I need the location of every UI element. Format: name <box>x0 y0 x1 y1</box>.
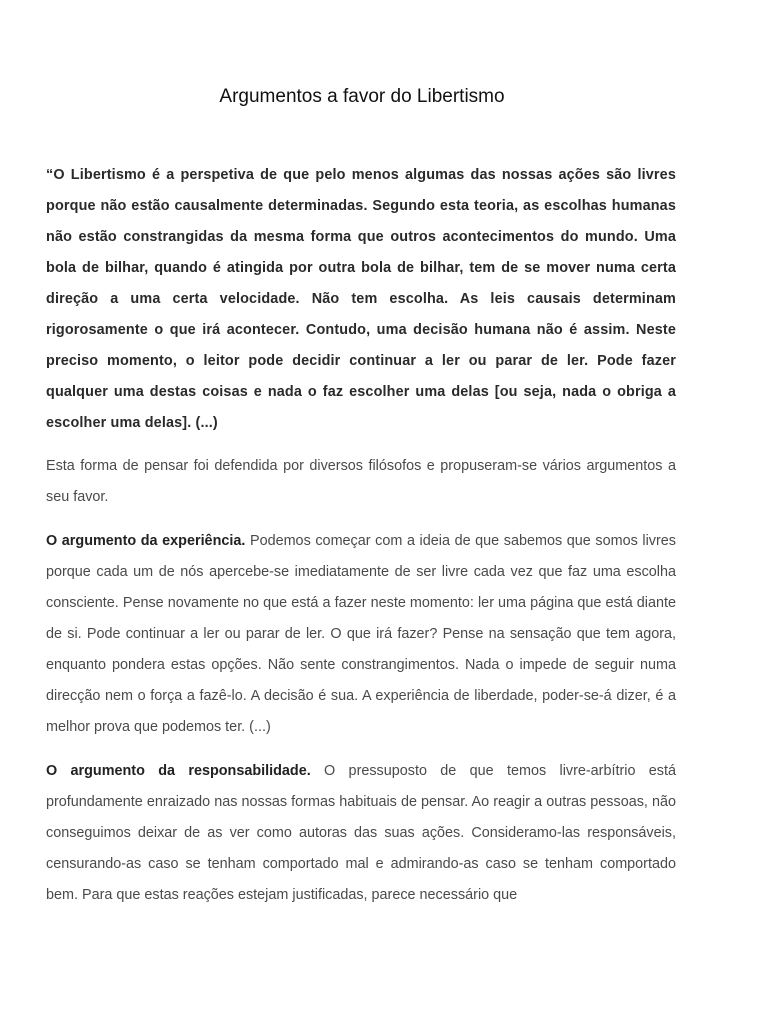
experience-argument-text: Podemos começar com a ideia de que sabemos que somos livres porque cada um de nós apercebe-se imediatamente de ser livre cada vez que faz uma escolha consciente. Pense novamente no que está a fazer neste momento: ler uma página que está diante de si. Pode continuar a ler ou parar de ler. O que irá fazer? Pense na sensação que tem agora, enquanto pondera estas opções. Não sente constrangimentos. Nada o impede de seguir numa direcção nem o força a fazê-lo. A decisão é sua. A experiência de liberdade, poder-se-á dizer, é a melhor prova que podemos ter. (...) <box>46 533 676 735</box>
experience-argument-paragraph <box>46 526 676 743</box>
experience-argument-heading: O argumento da experiência. <box>46 533 246 549</box>
responsibility-argument-paragraph <box>46 756 676 911</box>
page-title: Argumentos a favor do Libertismo <box>219 86 505 107</box>
quote-paragraph: “O Libertismo é a perspetiva de que pelo menos algumas das nossas ações são livres porque não estão causalmente determinadas. Segundo esta teoria, as escolhas humanas não estão constrangidas da mesma forma que outros acontecimentos do mundo. Uma bola de bilhar, quando é atingida por outra bola de bilhar, tem de se mover numa certa direção a uma certa velocidade. Não tem escolha. As leis causais determinam rigorosamente o que irá acontecer. Contudo, uma decisão humana não é assim. Neste preciso momento, o leitor pode decidir continuar a ler ou parar de ler. Pode fazer qualquer uma destas coisas e nada o faz escolher uma delas [ou seja, nada o obriga a escolher uma delas]. (...) <box>46 167 676 431</box>
responsibility-argument-text: O pressuposto de que temos livre-arbítrio está profundamente enraizado nas nossas formas habituais de pensar. Ao reagir a outras pessoas, não conseguimos deixar de as ver como autoras das suas ações. Consideramo-las responsáveis, censurando-as caso se tenham comportado mal e admirando-as caso se tenham comportado bem. Para que estas reações estejam justificadas, parece necessário que <box>46 763 676 903</box>
responsibility-argument-heading: O argumento da responsabilidade. <box>46 763 311 779</box>
document-body <box>46 160 676 911</box>
intro-paragraph: Esta forma de pensar foi defendida por diversos filósofos e propuseram-se vários argumentos a seu favor. <box>46 458 676 505</box>
